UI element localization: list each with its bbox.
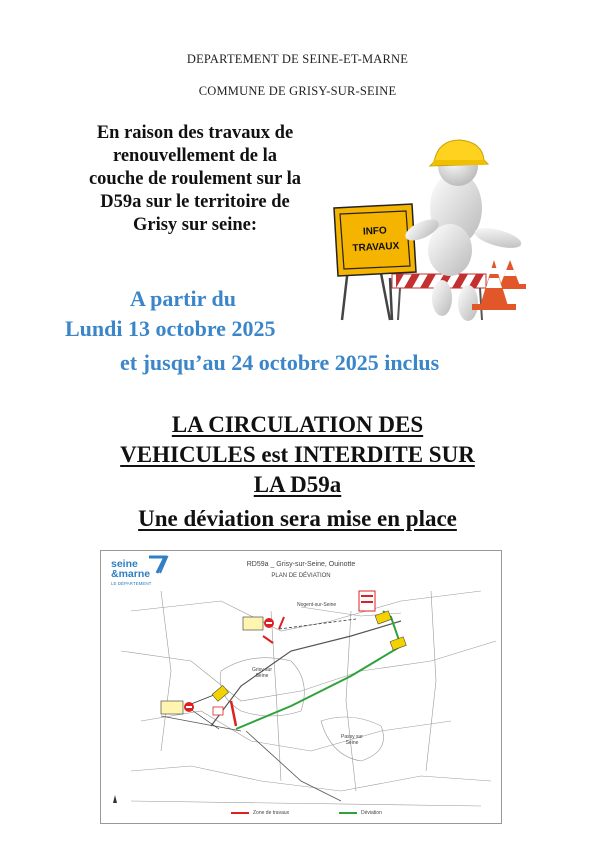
deviation-map bbox=[100, 550, 502, 824]
headline-line-4: Une déviation sera mise en place bbox=[138, 506, 457, 531]
works-zone bbox=[231, 701, 236, 726]
headline-line-3: LA D59a bbox=[253, 472, 342, 497]
legend-deviation-label: Déviation bbox=[361, 810, 382, 816]
map-sign-icon bbox=[161, 591, 406, 715]
notice-line: Grisy sur seine: bbox=[132, 215, 258, 235]
roadworks-illustration bbox=[330, 138, 530, 323]
date-line-1: A partir du bbox=[130, 286, 236, 311]
logo-line-3: LE DÉPARTEMENT bbox=[111, 581, 152, 586]
info-travaux-sign bbox=[334, 204, 416, 276]
date-line-2: Lundi 13 octobre 2025 bbox=[65, 316, 276, 341]
sign-line-2: TRAVAUX bbox=[352, 240, 400, 255]
map-parcels bbox=[121, 591, 496, 806]
commune-header: COMMUNE DE GRISY-SUR-SEINE bbox=[198, 84, 397, 98]
headline-line-1: LA CIRCULATION DES bbox=[171, 412, 424, 437]
map-drawing bbox=[101, 551, 501, 823]
notice-line: couche de roulement sur la bbox=[88, 169, 302, 189]
sign-line-1: INFO bbox=[362, 225, 388, 238]
map-subtitle: PLAN DE DÉVIATION bbox=[271, 573, 331, 579]
legend-works-label: Zone de travaux bbox=[253, 810, 290, 816]
worker-figure-icon bbox=[402, 140, 523, 321]
place-nogent: Nogent-sur-Seine bbox=[297, 602, 337, 608]
map-title: RD59a _ Grisy-sur-Seine, Ouinotte bbox=[246, 561, 356, 568]
place-grisy: Grisy sur Seine bbox=[252, 667, 272, 679]
date-line-3: et jusqu’au 24 octobre 2025 inclus bbox=[120, 350, 440, 375]
logo-line-2: &marne bbox=[111, 568, 151, 580]
notice-line: D59a sur le territoire de bbox=[100, 192, 290, 212]
notice-line: renouvellement de la bbox=[112, 146, 278, 166]
north-arrow-icon bbox=[113, 795, 117, 803]
notice-text bbox=[60, 122, 330, 237]
department-header: DEPARTEMENT DE SEINE-ET-MARNE bbox=[186, 52, 409, 66]
headline-line-2: VEHICULES est INTERDITE SUR bbox=[120, 442, 475, 467]
logo-line-1: seine bbox=[111, 558, 138, 570]
headline bbox=[0, 410, 595, 534]
notice-line: En raison des travaux de bbox=[96, 123, 294, 143]
place-passy: Passy sur Seine bbox=[341, 734, 363, 746]
